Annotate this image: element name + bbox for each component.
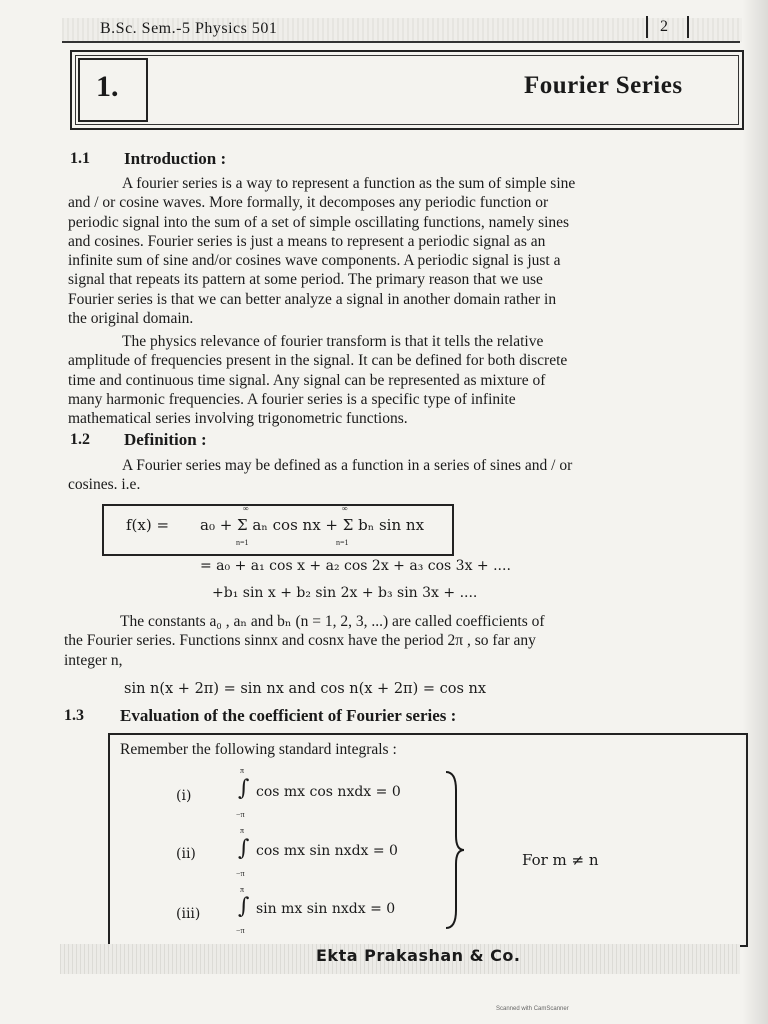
sum-lower-limit: n=1 <box>236 538 249 547</box>
section-number-1-1: 1.1 <box>70 150 90 167</box>
section-title-definition: Definition : <box>124 430 207 449</box>
formula-expansion-sin: +b₁ sin x + b₂ sin 2x + b₃ sin 3x + .... <box>212 585 478 601</box>
text-line: A fourier series is a way to represent a function as the sum of simple sine <box>122 175 576 192</box>
constants-paragraph <box>64 612 744 670</box>
integral-label: (iii) <box>176 906 201 922</box>
definition-paragraph <box>68 456 744 495</box>
sum-upper-limit: ∞ <box>342 504 348 513</box>
text-line: the Fourier series. Functions sinnx and cosnx have the period 2π , so far any <box>64 632 536 650</box>
relevance-paragraph <box>68 332 744 428</box>
integrals-intro: Remember the following standard integrals : <box>120 741 397 758</box>
integral-lower-limit: −π <box>236 810 245 819</box>
integral-label: (i) <box>176 788 192 804</box>
header-divider-right <box>687 16 689 38</box>
integral-sign: ∫ <box>238 776 250 801</box>
text-line: signal that repeats its pattern at some period. The primary reason that we use <box>68 271 543 289</box>
text-line: amplitude of frequencies present in the signal. It can be defined for both discrete <box>68 352 568 370</box>
text-line: A Fourier series may be defined as a function in a series of sines and / or <box>122 457 573 474</box>
integral-lower-limit: −π <box>236 869 245 878</box>
section-title-introduction: Introduction : <box>124 149 227 168</box>
text-line: mathematical series involving trigonometric functions. <box>68 410 408 428</box>
integral-label: (ii) <box>176 846 196 862</box>
text-line: time and continuous time signal. Any signal can be represented as mixture of <box>68 371 546 389</box>
formula-expansion-cos: = a₀ + a₁ cos x + a₂ cos 2x + a₃ cos 3x + .... <box>200 558 511 574</box>
text-line: the original domain. <box>68 310 194 328</box>
formula-lhs: f(x) = <box>126 516 170 534</box>
text-line: infinite sum of sine and/or cosines wave components. A periodic signal is just a <box>68 252 561 270</box>
header-divider-left <box>646 16 648 38</box>
chapter-title: Fourier Series <box>524 72 683 99</box>
running-header-title: B.Sc. Sem.-5 Physics 501 <box>100 20 278 37</box>
header-rule <box>62 41 740 43</box>
integral-upper-limit: π <box>240 766 245 775</box>
chapter-number: 1. <box>96 70 119 103</box>
right-brace <box>444 770 466 930</box>
text-line: The physics relevance of fourier transform is that it tells the relative <box>122 333 544 350</box>
integral-sign: ∫ <box>238 894 250 919</box>
integral-upper-limit: π <box>240 885 245 894</box>
publisher-name: Ekta Prakashan & Co. <box>316 946 521 965</box>
sum-upper-limit: ∞ <box>243 504 249 513</box>
section-number-1-2: 1.2 <box>70 431 90 448</box>
scanner-watermark: Scanned with CamScanner <box>496 1006 569 1012</box>
text-line: The constants a₀ , aₙ and bₙ (n = 1, 2, 3, ...) are called coefficients of <box>120 613 545 630</box>
text-line: periodic signal into the sum of a set of simple oscillating functions, namely sines <box>68 213 570 231</box>
integral-upper-limit: π <box>240 826 245 835</box>
page-number: 2 <box>660 18 668 35</box>
section-number-1-3: 1.3 <box>64 707 84 724</box>
integral-expression: sin mx sin nxdx = 0 <box>256 901 396 917</box>
formula-rhs: a₀ + Σ aₙ cos nx + Σ bₙ sin nx <box>200 516 425 534</box>
integral-sign: ∫ <box>238 836 250 861</box>
integral-expression: cos mx cos nxdx = 0 <box>256 784 401 800</box>
periodicity-identity: sin n(x + 2π) = sin nx and cos n(x + 2π) = cos nx <box>124 681 487 697</box>
integral-lower-limit: −π <box>236 926 245 935</box>
integral-expression: cos mx sin nxdx = 0 <box>256 843 398 859</box>
intro-paragraph <box>68 174 744 328</box>
text-line: and / or cosine waves. More formally, it decomposes any periodic function or <box>68 194 549 212</box>
text-line: and cosines. Fourier series is just a means to represent a periodic signal as an <box>68 232 546 250</box>
condition-m-not-n: For m ≠ n <box>522 851 599 869</box>
text-line: many harmonic frequencies. A fourier series is a specific type of infinite <box>68 390 516 408</box>
text-line: Fourier series is that we can better analyze a signal in another domain rather in <box>68 290 557 308</box>
text-line: integer n, <box>64 651 123 669</box>
sum-lower-limit: n=1 <box>336 538 349 547</box>
standard-integrals-box <box>108 733 748 947</box>
section-title-evaluation: Evaluation of the coefficient of Fourier series : <box>120 706 457 725</box>
text-line: cosines. i.e. <box>68 476 141 494</box>
